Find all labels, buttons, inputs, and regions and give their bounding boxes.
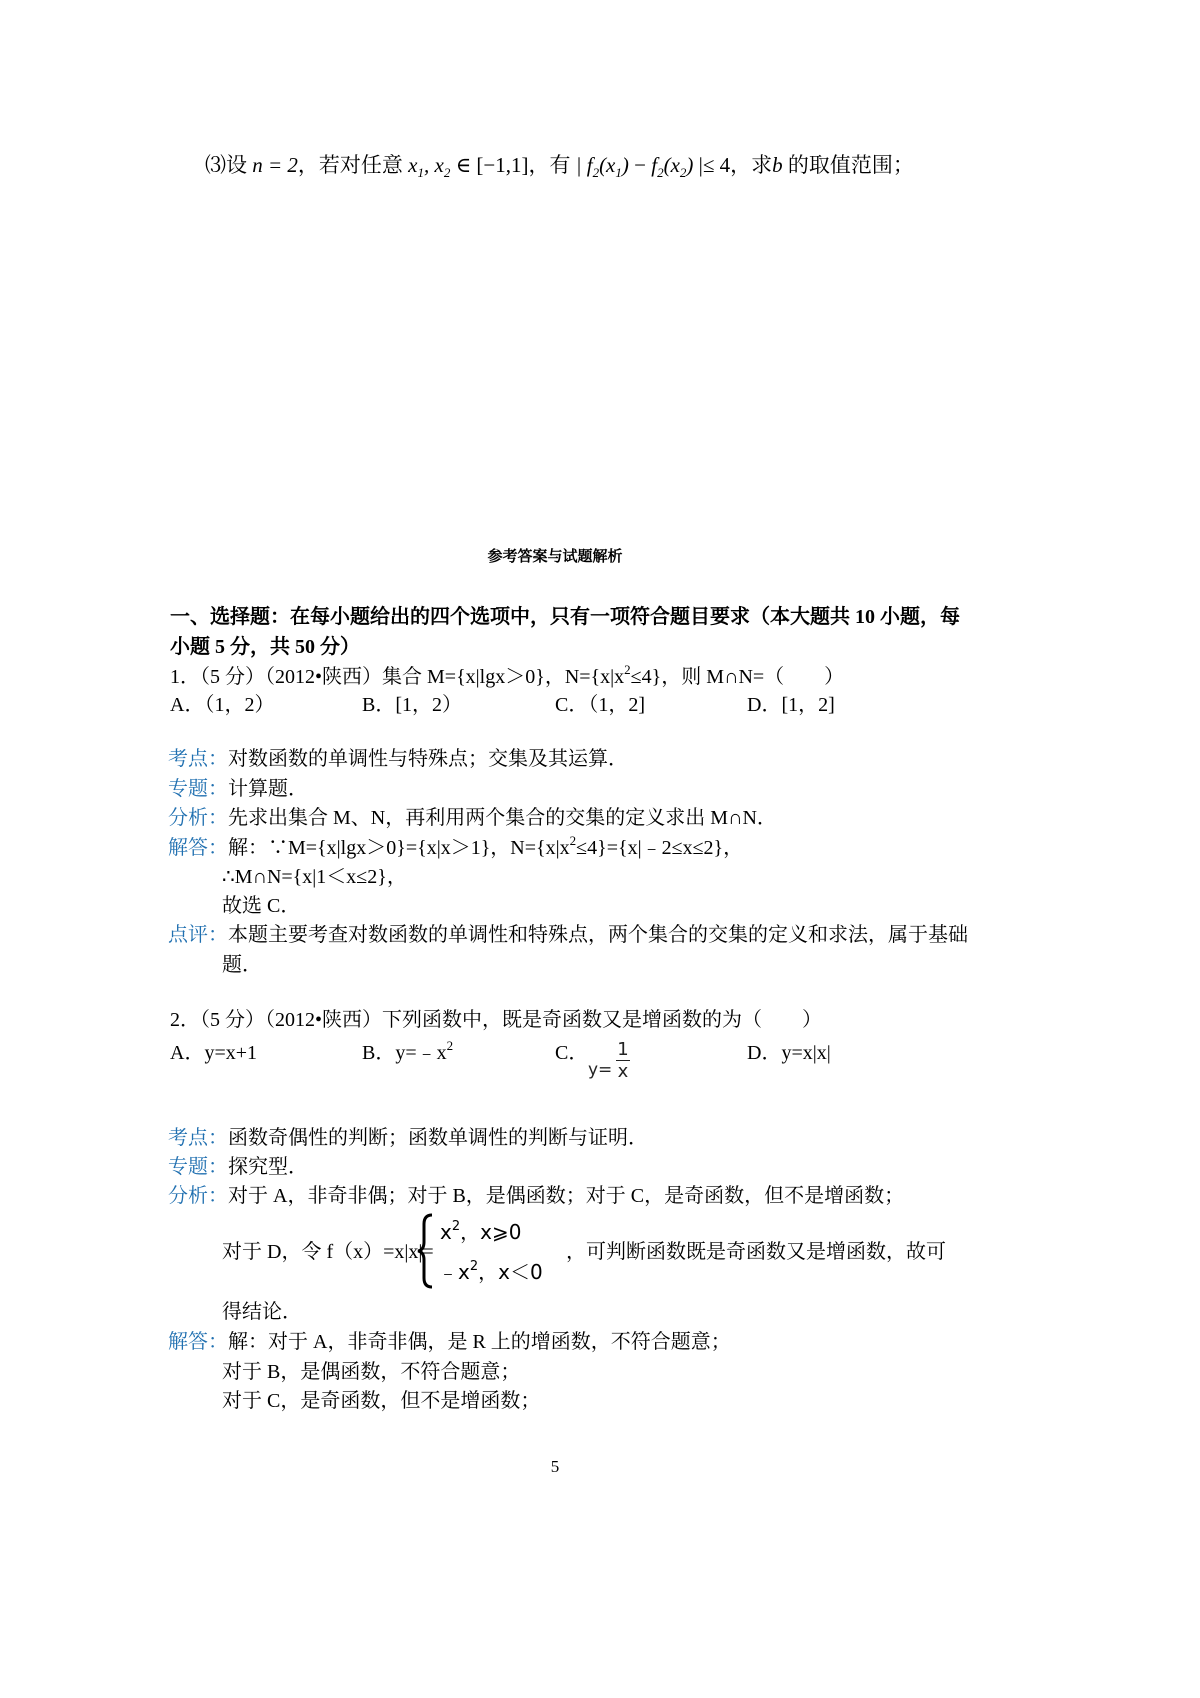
answer-heading: 参考答案与试题解析 (487, 547, 623, 565)
q1-option-c: C．（1，2] (555, 694, 645, 716)
question-text: 的取值范围； (782, 153, 914, 177)
math-x1: $x_1$, $x_2$ (408, 153, 451, 180)
jieda-label: 解答： (168, 1331, 228, 1353)
q2-kaodian: 考点：函数奇偶性的判断；函数单调性的判断与证明． (168, 1127, 648, 1149)
math-n: n = 2 (252, 153, 298, 177)
question-text: 设 (226, 153, 247, 177)
piece-1: $x^2$，x⩾0 (440, 1219, 522, 1244)
kaodian-label: 考点： (168, 1127, 228, 1149)
jieda-label: 解答： (168, 837, 228, 859)
page-number: 5 (550, 1457, 560, 1476)
q1-stem: 1．（5 分）（2012•陕西）集合 M={x|lgx＞0}，$N=\{x|x^2\le 4\}$，则 M∩N=（ ） (170, 662, 845, 688)
q1-jieda: 解答：解：∵M={x|lgx＞0}={x|x＞1}，$N=\{x|x^2\le 4\}=\{x|﹣2\le x\le 2\}$， (168, 833, 744, 859)
math-b: b (772, 153, 783, 177)
q2-fenxi: 分析：对于 A，非奇非偶；对于 B，是偶函数；对于 C，是奇函数，但不是增函数； (168, 1185, 905, 1207)
kaodian-label: 考点： (168, 748, 228, 770)
zhuanti-label: 专题： (168, 1156, 228, 1178)
section-heading-line2: 小题 5 分，共 50 分） (170, 636, 360, 658)
zhuanti-label: 专题： (168, 778, 228, 800)
left-brace-icon (416, 1212, 436, 1290)
q1-jieda-line2: ∴M∩N={x|1＜x≤2}， (222, 866, 407, 888)
q1-dianping-line2: 题． (222, 954, 262, 976)
math-interval: ∈ [−1,1] (455, 153, 529, 177)
q2-option-b: B．$y=﹣x^2$ (362, 1038, 454, 1064)
math-bound: |≤ 4 (698, 153, 731, 177)
q1-dianping: 点评：本题主要考查对数函数的单调性和特殊点，两个集合的交集的定义和求法，属于基础 (168, 924, 968, 946)
math-abs-expr: | $f_2(x_1) - f_2(x_2)$ (575, 153, 694, 180)
question-text: ，求 (730, 153, 773, 177)
q1-zhuanti: 专题：计算题． (168, 778, 308, 800)
question-text: ，有 (528, 153, 571, 177)
dianping-label: 点评： (168, 924, 228, 946)
question-prefix: ⑶ (205, 153, 226, 177)
q1-option-a: A．（1，2） (170, 694, 275, 716)
fenxi-label: 分析： (168, 1185, 228, 1207)
q2-zhuanti: 专题：探究型． (168, 1156, 308, 1178)
q1-option-d: D．[1，2] (747, 694, 835, 716)
q1-fenxi: 分析：先求出集合 M、N，再利用两个集合的交集的定义求出 M∩N． (168, 807, 777, 829)
q1-option-b: B．[1，2） (362, 694, 462, 716)
q2-fenxi-line2b: ，可判断函数既是奇函数又是增函数，故可 (566, 1241, 946, 1263)
q2-jieda-line2: 对于 B，是偶函数，不符合题意； (222, 1361, 521, 1383)
q2-jieda-line3: 对于 C，是奇函数，但不是增函数； (222, 1390, 541, 1412)
q1-jieda-line3: 故选 C． (222, 895, 301, 917)
q2-stem: 2．（5 分）（2012•陕西）下列函数中，既是奇函数又是增函数的为（ ） (170, 1009, 823, 1031)
piece-2: $﹣x^2$，x＜0 (438, 1259, 543, 1284)
fenxi-label: 分析： (168, 807, 228, 829)
question-text: ，若对任意 (297, 153, 403, 177)
q2-fenxi-line2a: 对于 D，令 f（x）=x|x|= (222, 1241, 434, 1263)
q1-kaodian: 考点：对数函数的单调性与特殊点；交集及其运算． (168, 748, 628, 770)
q2-option-a: A．y=x+1 (170, 1042, 258, 1064)
q2-option-d: D．y=x|x| (747, 1042, 831, 1064)
top-question (205, 150, 914, 180)
piecewise-function (416, 1212, 576, 1290)
q2-option-c: C． (555, 1042, 589, 1064)
section-heading-line1: 一、选择题：在每小题给出的四个选项中，只有一项符合题目要求（本大题共 10 小题，每 (170, 606, 960, 628)
q2-jieda: 解答：解：对于 A，非奇非偶，是 R 上的增函数，不符合题意； (168, 1331, 731, 1353)
q2-fenxi-line3: 得结论． (222, 1301, 302, 1323)
